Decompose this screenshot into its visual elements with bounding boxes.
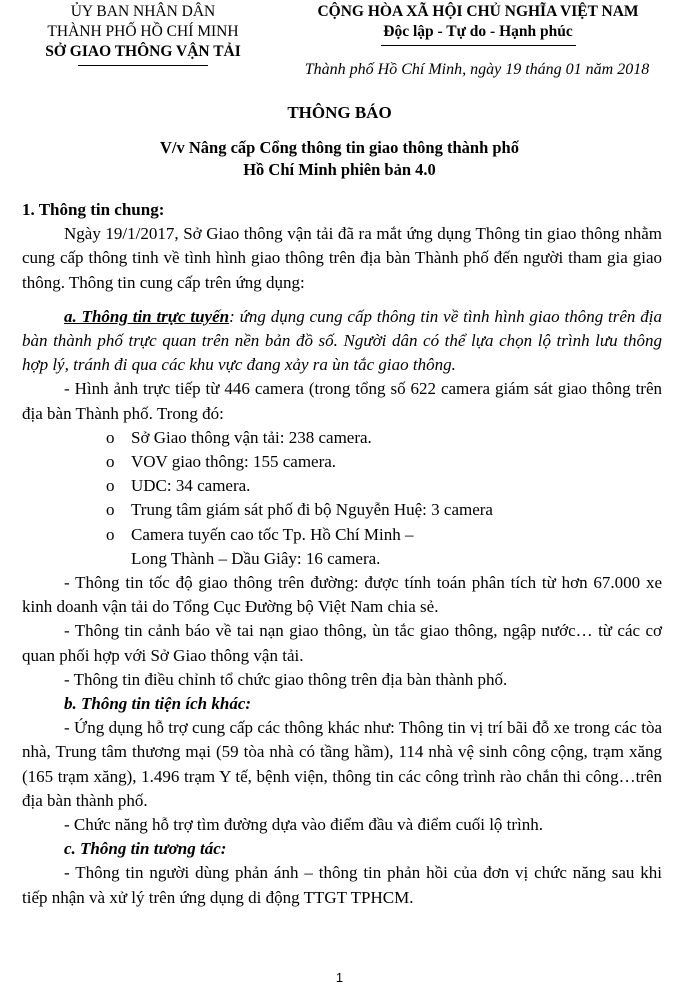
item-a-paragraph xyxy=(22,305,662,378)
agency-line-1: ỦY BAN NHÂN DÂN xyxy=(70,3,216,20)
item-b-text-1: - Ứng dụng hỗ trợ cung cấp các thông khác như: Thông tin vị trí bãi đỗ xe trong các tòa nhà, Trung tâm thương mại (59 tòa nhà có tầng hầm), 114 nhà vệ sinh công cộng, trạm xăng (165 trạm xăng), 1.496 trạm Y tế, bệnh viện, thông tin các công trình rào chắn thi công…trên địa bàn thành phố. xyxy=(22,718,662,810)
item-c-heading: c. Thông tin tương tác: xyxy=(64,839,227,859)
bullet-icon: o xyxy=(106,476,115,496)
motto-underline xyxy=(381,45,576,46)
camera-list-continuation: Long Thành – Dầu Giây: 16 camera. xyxy=(131,548,381,568)
list-item: o Sở Giao thông vận tải: 238 camera. xyxy=(22,426,662,450)
agency-name: SỞ GIAO THÔNG VẬN TẢI xyxy=(45,43,241,60)
speed-info: - Thông tin tốc độ giao thông trên đường: được tính toán phân tích từ hơn 67.000 xe kinh doanh vận tải do Tổng Cục Đường bộ Việt Nam chia sẻ. xyxy=(22,573,662,617)
bullet-icon: o xyxy=(106,427,115,447)
item-b-text-2: - Chức năng hỗ trợ tìm đường dựa vào điểm đầu và điểm cuối lộ trình. xyxy=(64,815,544,835)
section-1-intro: Ngày 19/1/2017, Sở Giao thông vận tải đã ra mắt ứng dụng Thông tin giao thông nhằm cung cấp thông tinh về tình hình giao thông trên địa bàn Thành phố đến người tham gia giao thông. Thông tin cung cấp trên ứng dụng: xyxy=(22,224,662,292)
section-1-heading: 1. Thông tin chung: xyxy=(22,200,165,219)
item-a-text: : ứng dụng cung cấp thông tin về tình hình giao thông trên địa bàn thành phố trực quan trên nền bản đồ số. Người dân có thể lựa chọn lộ trình lưu thông hợp lý, tránh đi qua các khu vực đang xảy ra ùn tắc giao thông. xyxy=(22,306,662,375)
bullet-icon: o xyxy=(106,500,115,520)
document-title: THÔNG BÁO xyxy=(287,103,392,122)
agency-line-2: THÀNH PHỐ HỒ CHÍ MINH xyxy=(47,23,239,40)
motto: Độc lập - Tự do - Hạnh phúc xyxy=(383,23,573,40)
adjustment-info: - Thông tin điều chỉnh tổ chức giao thông trên địa bàn thành phố. xyxy=(64,669,508,689)
document-date: Thành phố Hồ Chí Minh, ngày 19 tháng 01 năm 2018 xyxy=(304,61,650,78)
item-c-text: - Thông tin người dùng phản ánh – thông tin phản hồi của đơn vị chức năng sau khi tiếp nhận và xử lý trên ứng dụng di động TTGT TPHCM. xyxy=(22,863,662,907)
subject-line-2: Hồ Chí Minh phiên bản 4.0 xyxy=(243,160,436,179)
national-name: CỘNG HÒA XÃ HỘI CHỦ NGHĨA VIỆT NAM xyxy=(317,3,639,20)
subject-line-1: V/v Nâng cấp Cổng thông tin giao thông thành phố xyxy=(160,138,519,157)
item-a-label: a. Thông tin trực tuyến xyxy=(64,306,230,326)
warning-info: - Thông tin cảnh báo về tai nạn giao thông, ùn tắc giao thông, ngập nước… từ các cơ quan phối hợp với Sở Giao thông vận tải. xyxy=(22,621,662,665)
document-body xyxy=(22,198,662,910)
bullet-icon: o xyxy=(106,452,115,472)
national-motto-header xyxy=(282,2,674,46)
camera-intro: - Hình ảnh trực tiếp từ 446 camera (trong tổng số 622 camera giám sát giao thông trên địa bàn Thành phố. Trong đó: xyxy=(22,379,662,423)
list-item: o UDC: 34 camera. xyxy=(22,474,662,498)
page-number: 1 xyxy=(335,970,344,985)
item-b-heading: b. Thông tin tiện ích khác: xyxy=(64,694,252,714)
agency-underline xyxy=(78,65,208,66)
issuing-agency-header xyxy=(8,2,278,66)
document-subject xyxy=(0,137,679,181)
list-item: o VOV giao thông: 155 camera. xyxy=(22,450,662,474)
camera-list xyxy=(22,426,662,547)
list-item: o Camera tuyến cao tốc Tp. Hồ Chí Minh – xyxy=(22,523,662,547)
list-item: o Trung tâm giám sát phố đi bộ Nguyễn Huệ: 3 camera xyxy=(22,498,662,522)
bullet-icon: o xyxy=(106,524,115,544)
